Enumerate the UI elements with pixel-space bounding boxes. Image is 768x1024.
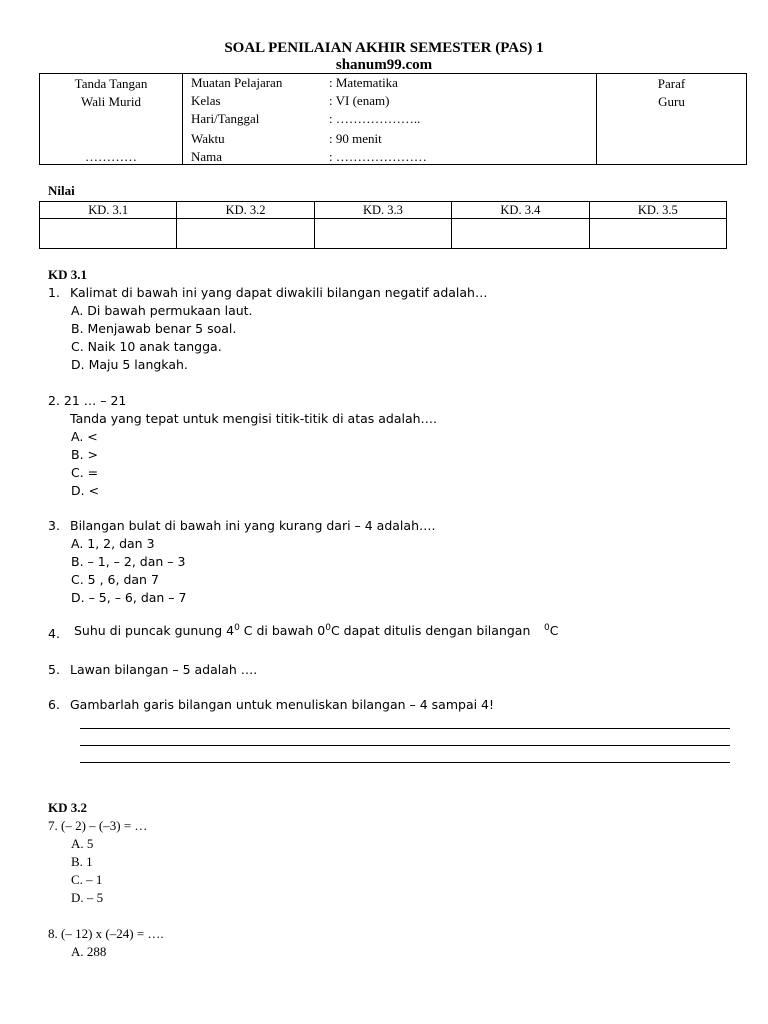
question-1-number: 1. (48, 285, 60, 300)
q7-option-d: D. – 5 (71, 890, 104, 905)
q7-option-a: A. 5 (71, 836, 94, 851)
question-4-text: Suhu di puncak gunung $4^0$ C di bawah $0^0C$ dapat ditulis dengan bilangan (74, 623, 531, 639)
question-5-text: Lawan bilangan – 5 adalah …. (70, 662, 258, 677)
question-7-line: 7. (– 2) – (–3) = … (48, 818, 148, 833)
question-6-text: Gambarlah garis bilangan untuk menuliskan bilangan – 4 sampai 4! (70, 697, 495, 712)
question-3-number: 3. (48, 518, 60, 533)
value-subject: : Matematika (329, 75, 398, 90)
question-5-number: 5. (48, 662, 60, 677)
nilai-label: Nilai (48, 183, 75, 198)
question-4-unit: $^0$C (544, 623, 559, 639)
q1-option-d: D. Maju 5 langkah. (71, 357, 188, 372)
question-4-number: 4. (48, 626, 60, 641)
score-cell (314, 219, 451, 249)
score-cell (177, 219, 314, 249)
page-title: SOAL PENILAIAN AKHIR SEMESTER (PAS) 1 (224, 40, 544, 56)
value-time: : 90 menit (329, 131, 382, 146)
label-date: Hari/Tanggal (191, 111, 260, 126)
info-cell (183, 74, 597, 165)
score-header-kd31: KD. 3.1 (40, 202, 177, 219)
q1-option-a: A. Di bawah permukaan laut. (71, 303, 253, 318)
label-class: Kelas (191, 93, 221, 108)
signature-cell (40, 74, 183, 165)
question-2-line: 2. 21 … – 21 (48, 393, 127, 408)
value-date: : ……………….. (329, 111, 421, 126)
q1-option-c: C. Naik 10 anak tangga. (71, 339, 222, 354)
label-subject: Muatan Pelajaran (191, 75, 283, 90)
answer-line (80, 728, 730, 729)
score-cell (40, 219, 177, 249)
question-6-number: 6. (48, 697, 60, 712)
signature-label-2: Wali Murid (81, 94, 141, 109)
q2-option-d: D. < (71, 483, 100, 498)
site-name: shanum99.com (335, 57, 433, 73)
label-name: Nama (191, 149, 223, 164)
signature-label-1: Tanda Tangan (74, 76, 148, 91)
initial-label-1: Paraf (657, 76, 686, 91)
signature-dots: ………… (85, 149, 137, 164)
value-class: : VI (enam) (329, 93, 390, 108)
question-2-text: Tanda yang tepat untuk mengisi titik-titik di atas adalah…. (70, 411, 438, 426)
q1-option-b: B. Menjawab benar 5 soal. (71, 321, 237, 336)
answer-line (80, 762, 730, 763)
identity-table (39, 73, 747, 165)
value-name: : ………………… (329, 149, 427, 164)
q2-option-c: C. = (71, 465, 99, 480)
q7-option-b: B. 1 (71, 854, 93, 869)
score-header-kd35: KD. 3.5 (589, 202, 726, 219)
q2-option-b: B. > (71, 447, 98, 462)
initial-label-2: Guru (658, 94, 685, 109)
answer-line (80, 745, 730, 746)
score-header-kd33: KD. 3.3 (314, 202, 451, 219)
score-table (39, 201, 727, 249)
q7-option-c: C. – 1 (71, 872, 103, 887)
q3-option-a: A. 1, 2, dan 3 (71, 536, 155, 551)
section-heading-kd31: KD 3.1 (48, 267, 87, 282)
score-header-kd34: KD. 3.4 (452, 202, 589, 219)
section-heading-kd32: KD 3.2 (48, 800, 87, 815)
q3-option-b: B. – 1, – 2, dan – 3 (71, 554, 186, 569)
score-cell (452, 219, 589, 249)
q2-option-a: A. < (71, 429, 98, 444)
score-header-kd32: KD. 3.2 (177, 202, 314, 219)
label-time: Waktu (191, 131, 225, 146)
q3-option-c: C. 5 , 6, dan 7 (71, 572, 159, 587)
teacher-initial-cell (597, 74, 747, 165)
score-cell (589, 219, 726, 249)
q8-option-a: A. 288 (71, 944, 107, 959)
question-3-text: Bilangan bulat di bawah ini yang kurang dari – 4 adalah…. (70, 518, 436, 533)
question-8-line: 8. (– 12) x (–24) = …. (48, 926, 164, 941)
q3-option-d: D. – 5, – 6, dan – 7 (71, 590, 187, 605)
question-1-text: Kalimat di bawah ini yang dapat diwakili bilangan negatif adalah… (70, 285, 488, 300)
